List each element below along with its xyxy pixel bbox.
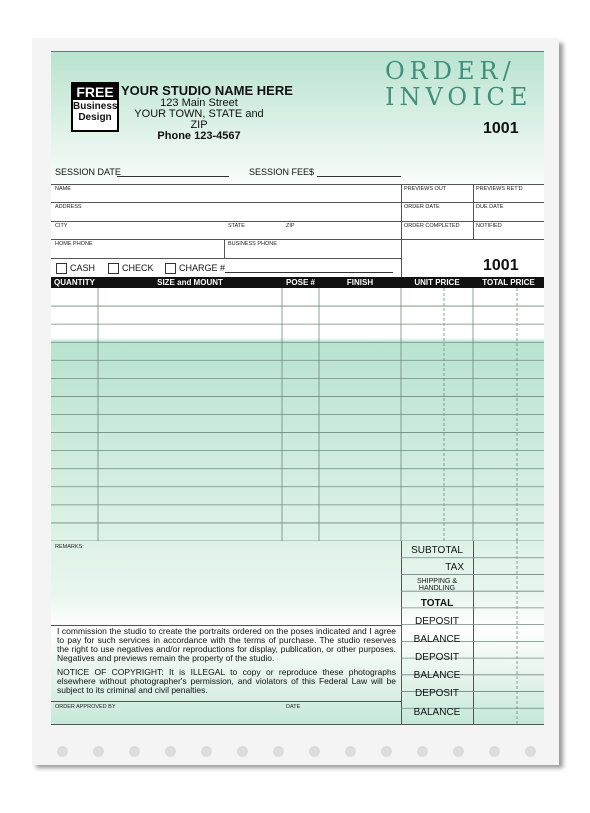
notified-field[interactable]: NOTIFIED [476,223,502,229]
address-field[interactable]: ADDRESS [55,204,82,210]
invoice-form [51,51,544,725]
grid-line [51,202,544,203]
logo-free-text: FREE [73,84,117,100]
grid-line [473,184,474,239]
grid-line [51,221,544,222]
name-field[interactable]: NAME [55,186,71,192]
charge-number-field[interactable] [225,272,393,273]
order-completed-field[interactable]: ORDER COMPLETED [404,223,460,229]
perforation-hole [417,746,428,757]
order-approved-field[interactable]: ORDER APPROVED BY [55,704,116,710]
shipping-label [402,578,472,592]
title-line-2: INVOICE [385,83,533,111]
session-fee-label: SESSION FEE [249,167,310,177]
approval-divider [51,701,401,702]
remarks-label: REMARKS: [55,544,84,550]
col-total-price: TOTAL PRICE [482,278,535,287]
session-fee-symbol: $ [309,167,315,177]
deposit-2-label: DEPOSIT [415,652,459,663]
logo-line-2: Design [78,112,112,123]
city-line: YOUR TOWN, STATE and ZIP [134,108,264,131]
charge-label: CHARGE # [179,263,226,273]
col-unit-price: UNIT PRICE [414,278,460,287]
perforation-hole [165,746,176,757]
previews-retd-field[interactable]: PREVIEWS RET'D [476,186,523,192]
col-size-mount: SIZE and MOUNT [157,278,223,287]
state-field[interactable]: STATE [228,223,245,229]
perforation-hole [525,746,536,757]
studio-address [129,98,269,142]
subtotal-label: SUBTOTAL [411,545,463,556]
total-label: TOTAL [420,598,454,609]
order-table-grid [51,288,544,541]
perforation-hole [57,746,68,757]
shipping-line-1: SHIPPING & [416,578,458,585]
home-phone-field[interactable]: HOME PHONE [55,241,93,247]
col-quantity: QUANTITY [54,278,95,287]
balance-1-label: BALANCE [413,634,461,645]
date-field[interactable]: DATE [286,704,301,710]
business-phone-field[interactable]: BUSINESS PHONE [228,241,277,247]
perforation-hole [237,746,248,757]
document-title [385,58,532,110]
deposit-3-label: DEPOSIT [415,688,459,699]
street: 123 Main Street [160,97,238,109]
city-field[interactable]: CITY [55,223,68,229]
perforation-hole [201,746,212,757]
check-label: CHECK [122,263,154,273]
grid-line [401,184,402,277]
perforation-hole [273,746,284,757]
shipping-line-2: HANDLING [418,585,456,592]
session-fee-field[interactable] [317,176,401,177]
phone: Phone 123-4567 [157,130,241,142]
perforation-hole [453,746,464,757]
copyright-notice: NOTICE OF COPYRIGHT: It is ILLEGAL to copy or reproduce these photographs elsewhere without photographer's permission, and violators of this Federal Law will be subject to its criminal and civil penalties. [57,667,396,695]
form-bottom-line [51,724,544,725]
grid-line [51,258,401,259]
commission-text: I commission the studio to create the portraits ordered on the poses indicated and I agree to pay for such services in accordance with the terms of purchase. The studio reserves the right to use negatives and/or reproductions for display, publication, or other purposes. Negatives and previews remain the property of the studio. [57,626,396,663]
previews-out-field[interactable]: PREVIEWS OUT [404,186,447,192]
zip-field[interactable]: ZIP [286,223,295,229]
perforation-hole [489,746,500,757]
title-line-1: ORDER/ [385,57,516,85]
tax-label: TAX [445,562,464,573]
due-date-field[interactable]: DUE DATE [476,204,504,210]
brand-logo [71,82,119,132]
grid-line [51,239,544,240]
charge-checkbox[interactable] [165,263,176,274]
deposit-1-label: DEPOSIT [415,616,459,627]
logo-line-1: Business [73,101,118,112]
grid-line [51,184,544,185]
cash-checkbox[interactable] [56,263,67,274]
col-finish: FINISH [346,278,374,287]
col-pose: POSE # [286,278,315,287]
perforation-hole [129,746,140,757]
form-number: 1001 [483,257,519,274]
perforation-hole [93,746,104,757]
cash-label: CASH [70,263,96,273]
logo-text [73,101,117,123]
check-checkbox[interactable] [108,263,119,274]
session-date-field[interactable] [117,176,229,177]
perforation-hole [381,746,392,757]
perforation-hole [345,746,356,757]
balance-2-label: BALANCE [413,670,461,681]
session-date-label: SESSION DATE [55,167,121,177]
order-date-field[interactable]: ORDER DATE [404,204,440,210]
order-table-header [51,277,544,288]
balance-3-label: BALANCE [413,707,461,718]
grid-line [224,239,225,258]
studio-name: YOUR STUDIO NAME HERE [121,83,293,98]
invoice-number: 1001 [483,120,519,137]
perforation-hole [309,746,320,757]
